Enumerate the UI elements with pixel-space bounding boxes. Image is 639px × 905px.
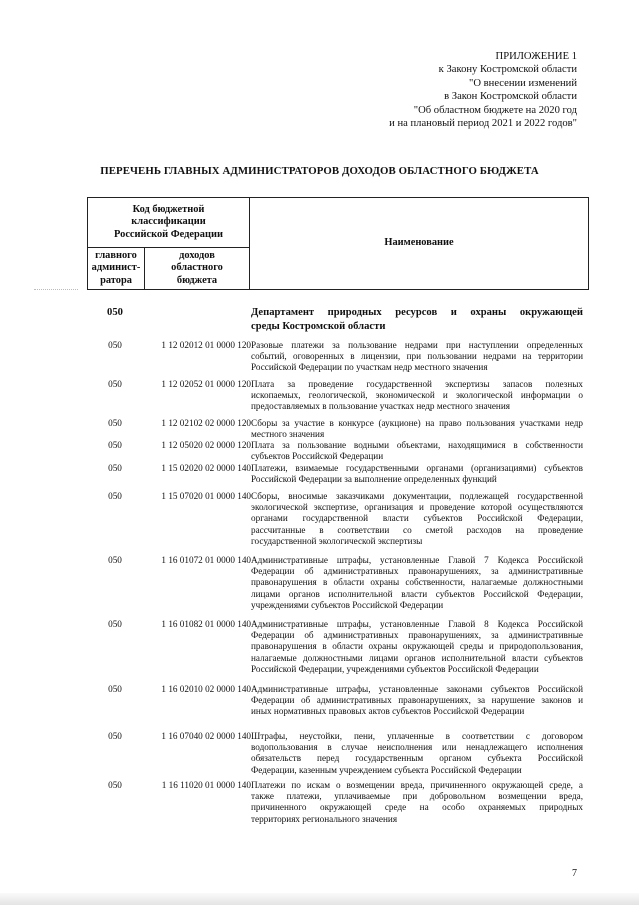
income-code-cell: 1 16 07040 02 0000 140 [161,731,251,741]
name-line: Российской Федерации по участкам недр местного значения [251,362,488,373]
header-text: Код бюджетной [132,203,205,215]
name-line: Российской Федерации, учреждениями субъектов Российской Федерации [251,663,539,674]
name-line: учреждениями субъектов Российской Федерации [251,599,444,610]
name-line: Федерации, казенным учреждением субъекта Российской Федерации [251,764,522,775]
admin-code-cell: 050 [108,619,122,629]
name-cell [251,619,583,675]
name-line: субъектов Российской Федерации [251,451,384,462]
admin-code-cell: 050 [108,780,122,790]
admin-code-cell: 050 [108,418,122,428]
name-line: Федерации об административных правонарушениях, за административные [251,566,583,577]
name-cell [251,340,583,374]
admin-column-header [88,248,145,290]
header-text: бюджета [176,274,218,286]
admin-code-cell: 050 [108,463,122,473]
name-line: Сборы за участие в конкурсе (аукционе) на право пользования участками недр [251,418,583,428]
name-line: событий, оговоренных в лицензии, при пользовании недрами на территории [251,351,583,362]
admin-code-cell: 050 [108,379,122,389]
name-line: Разовые платежи за пользование недрами при наступлении определенных [251,340,583,350]
name-line: причиненного окружающей среде на особо охраняемых природных [251,802,583,813]
name-line: экологической экспертизе, организация и проведение которой осуществляются [251,502,583,513]
scan-bottom-edge [0,893,639,905]
admin-code-cell: 050 [108,491,122,501]
name-line: Федерации об административных правонарушениях, за административные [251,630,583,641]
name-line: Российской Федерации за выполнение определенных функций [251,474,497,485]
name-line: Сборы, вносимые заказчиками документации, подлежащей государственной [251,491,583,501]
name-line: Департамент природных ресурсов и охраны окружающей [251,307,583,318]
name-line: государственной экологической экспертизы [251,535,423,546]
income-code-cell: 1 12 05020 02 0000 120 [161,440,251,450]
name-line: также платежи, уплачиваемые при добровольном возмещении вреда, [251,791,583,802]
name-line: водопользования в случае неисполнения или ненадлежащего исполнения [251,742,583,753]
name-column-header: Наименование [250,198,589,290]
admin-code-cell: 050 [108,555,122,565]
header-text: Российской Федерации [114,228,223,240]
name-line: Федерации об административных правонарушениях, за нарушение законов и [251,695,583,706]
name-line: налагаемые должностными лицами органов исполнительной власти субъектов [251,652,583,663]
appendix-line: в Закон Костромской области [444,91,577,103]
name-line: Административные штрафы, установленные Главой 8 Кодекса Российской [251,619,583,629]
income-code-cell: 1 15 02020 02 0000 140 [161,463,251,473]
name-line: правонарушения в области охраны собственности, налагаемые должностными [251,577,583,588]
appendix-heading [389,50,577,130]
header-text: областного [171,262,223,274]
name-line: ископаемых, геологической, экономической и экологической информации о [251,390,583,401]
name-cell [251,440,583,462]
name-line: обязательств перед государственным органом субъекта Российской [251,753,583,764]
income-code-cell: 1 16 02010 02 0000 140 [161,684,251,694]
income-column-header [145,248,250,290]
appendix-line: ПРИЛОЖЕНИЕ 1 [495,51,577,62]
name-cell [251,780,583,825]
header-text: админист- [91,262,141,274]
name-line: иных нормативных правовых актов субъектов Российской Федерации [251,706,525,717]
name-line: лицами органов исполнительной власти субъектов Российской Федерации, [251,588,583,599]
name-cell [251,463,583,485]
name-line: Штрафы, неустойки, пени, уплаченные в соответствии с договором [251,731,583,741]
appendix-line: к Закону Костромской области [438,64,577,76]
admin-code-cell: 050 [108,440,122,450]
name-cell [251,555,583,611]
name-line: Платежи, взимаемые государственными органами (организациями) субъектов [251,463,583,473]
admin-code-cell: 050 [108,731,122,741]
name-cell [251,418,583,440]
income-code-cell: 1 15 07020 01 0000 140 [161,491,251,501]
name-line: территориях регионального значения [251,813,398,824]
name-line: местного значения [251,429,325,440]
scan-artifact [34,289,78,292]
income-code-cell: 1 16 01072 01 0000 140 [161,555,251,565]
name-line: среды Костромской области [251,320,386,332]
page-number: 7 [572,868,577,879]
classification-code-header [88,198,250,248]
admin-code-cell: 050 [108,340,122,350]
income-code-cell: 1 16 01082 01 0000 140 [161,619,251,629]
name-line: Административные штрафы, установленные законами субъектов Российской [251,684,583,694]
name-cell [251,731,583,776]
name-line: рассчитанные в соответствии со сметой расходов на проведение [251,524,583,535]
admin-code-cell: 050 [108,684,122,694]
name-line: органами государственной власти субъектов Российской Федерации, [251,513,583,524]
header-text: ратора [100,274,132,286]
name-cell [251,306,583,334]
name-cell [251,491,583,547]
appendix-line: и на плановый период 2021 и 2022 годов" [389,118,577,130]
appendix-line: "О внесении изменений [469,77,577,89]
income-code-cell: 1 12 02102 02 0000 120 [161,418,251,428]
header-text: классификации [131,216,206,228]
document-title: ПЕРЕЧЕНЬ ГЛАВНЫХ АДМИНИСТРАТОРОВ ДОХОДОВ ОБЛАСТНОГО БЮДЖЕТА [100,165,539,177]
appendix-line: "Об областном бюджете на 2020 год [413,104,577,116]
name-line: Административные штрафы, установленные Главой 7 Кодекса Российской [251,555,583,565]
admin-code-cell: 050 [107,307,123,318]
income-code-cell: 1 16 11020 01 0000 140 [161,780,251,790]
table-header [87,197,589,290]
name-line: предоставляемых в пользование участках недр местного значения [251,401,510,412]
name-cell [251,684,583,718]
header-text: главного [95,249,137,261]
income-code-cell: 1 12 02052 01 0000 120 [161,379,251,389]
income-code-cell: 1 12 02012 01 0000 120 [161,340,251,350]
header-text: доходов [179,249,215,261]
name-line: правонарушения в области охраны окружающей среды и природопользования, [251,641,583,652]
name-line: Плата за проведение государственной экспертизы запасов полезных [251,379,583,389]
name-line: Платежи по искам о возмещении вреда, причиненного окружающей среде, а [251,780,583,790]
name-cell [251,379,583,413]
name-line: Плата за пользование водными объектами, находящимися в собственности [251,440,583,450]
